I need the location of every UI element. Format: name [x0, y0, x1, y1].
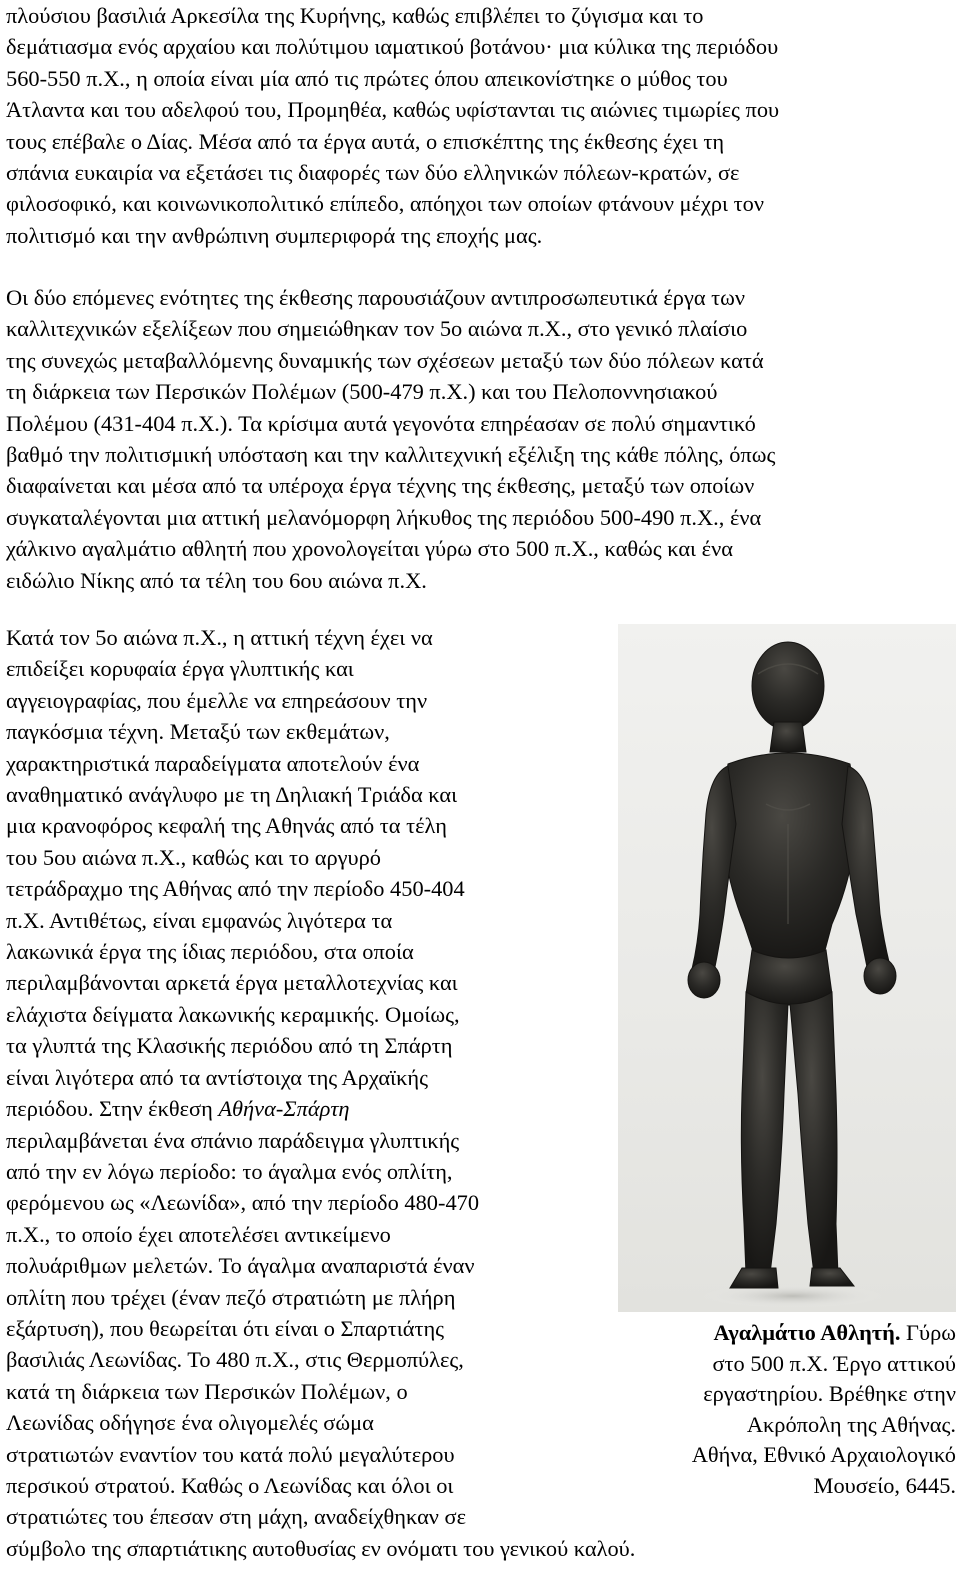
text-line: του 5ου αιώνα π.Χ., καθώς και το αργυρό [6, 844, 381, 870]
text-line: συγκαταλέγονται μια αττική μελανόμορφη λήκυθος της περιόδου 500-490 π.Χ., ένα [6, 504, 762, 530]
text-line: π.Χ., το οποίο έχει αποτελέσει αντικείμενο [6, 1221, 391, 1247]
text-line: Λεωνίδας οδήγησε ένα ολιγομελές σώμα [6, 1410, 374, 1436]
caption-line: Αθήνα, Εθνικό Αρχαιολογικό [691, 1442, 956, 1468]
text-line: διαφαίνεται και μέσα από τα υπέροχα έργα τέχνης της έκθεσης, μεταξύ των οποίων [6, 473, 755, 499]
text-line: 560-550 π.Χ., η οποία είναι μία από τις πρώτες όπου απεικονίστηκε ο μύθος του [6, 65, 728, 91]
text-line: οπλίτη που τρέχει (έναν πεζό στρατιώτη με πλήρη [6, 1284, 456, 1310]
caption-title: Αγαλμάτιο Αθλητή. [713, 1320, 901, 1345]
text-line: αναθηματικό ανάγλυφο με τη Δηλιακή Τριάδα και [6, 782, 458, 808]
text-line: τους επέβαλε ο Δίας. Μέσα από τα έργα αυτά, ο επισκέπτης της έκθεσης έχει τη [6, 128, 725, 154]
text-line: από την εν λόγω περίοδο: το άγαλμα ενός οπλίτη, [6, 1158, 453, 1184]
text-line: παγκόσμια τέχνη. Μεταξύ των εκθεμάτων, [6, 719, 390, 745]
text-line: π.Χ. Αντιθέτως, είναι εμφανώς λιγότερα τα [6, 907, 393, 933]
text-line: εξάρτυση), που θεωρείται ότι είναι ο Σπαρτιάτης [6, 1315, 445, 1341]
text-line: Κατά τον 5ο αιώνα π.Χ., η αττική τέχνη έχει να [6, 625, 433, 650]
text-line: ειδώλιο Νίκης από τα τέλη του 6ου αιώνα π.Χ. [6, 567, 427, 593]
text-line: φερόμενου ως «Λεωνίδα», από την περίοδο 480-470 [6, 1190, 480, 1216]
text-line: της συνεχώς μεταβαλλόμενης δυναμικής των σχέσεων μεταξύ των δύο πόλεων κατά [6, 347, 764, 373]
text-line: σπάνια ευκαιρία να εξετάσει τις διαφορές των δύο ελληνικών πόλεων-κρατών, σε [6, 160, 740, 186]
text-line: βασιλιάς Λεωνίδας. Το 480 π.Χ., στις Θερμοπύλες, [6, 1347, 464, 1373]
text-line: ελάχιστα δείγματα λακωνικής κεραμικής. Ομοίως, [6, 1001, 460, 1027]
text-line: καλλιτεχνικών εξελίξεων που σημειώθηκαν τον 5ο αιώνα π.Χ., στο γενικό πλαίσιο [6, 316, 748, 342]
text-line: τα γλυπτά της Κλασικής περιόδου από τη Σπάρτη [6, 1033, 453, 1059]
text-line: σύμβολο της σπαρτιάτικης αυτοθυσίας εν ονόματι του γενικού καλού. [6, 1535, 636, 1561]
text-line: χαρακτηριστικά παραδείγματα αποτελούν ένα [6, 750, 420, 776]
caption-title-rest: Γύρω [900, 1320, 956, 1345]
text-line: τετράδραχμο της Αθήνας από την περίοδο 450-404 [6, 876, 465, 902]
caption-line: Ακρόπολη της Αθήνας. [746, 1411, 956, 1437]
athlete-statuette-photo [618, 624, 956, 1312]
caption-line: Μουσείο, 6445. [813, 1472, 956, 1498]
caption-line: εργαστηρίου. Βρέθηκε στην [703, 1381, 956, 1407]
text-line: πολυάριθμων μελετών. Το άγαλμα αναπαριστά έναν [6, 1253, 475, 1279]
text-line: επιδείξει κορυφαία έργα γλυπτικής και [6, 656, 354, 682]
caption-line-1 [618, 1318, 956, 1349]
text-line: φιλοσοφικό, και κοινωνικοπολιτικό επίπεδο, απόηχοι των οποίων φτάνουν μέχρι τον [6, 191, 765, 217]
text-line: πλούσιου βασιλιά Αρκεσίλα της Κυρήνης, καθώς επιβλέπει το ζύγισμα και το [6, 3, 704, 28]
text-line: βαθμό την πολιτισμική υπόσταση και την καλλιτεχνική εξέλιξη της κάθε πόλης, όπως [6, 442, 776, 468]
text-line: τη διάρκεια των Περσικών Πολέμων (500-479 π.Χ.) και του Πελοποννησιακού [6, 379, 718, 405]
paragraph-2 [6, 282, 775, 596]
exhibition-title: Αθήνα-Σπάρτη [218, 1096, 350, 1122]
text-line: Άτλαντα και του αδελφού του, Προμηθέα, καθώς υφίστανται τις αιώνιες τιμωρίες που [6, 97, 780, 123]
text-line: είναι λιγότερα από τα αντίστοιχα της Αρχαϊκής [6, 1064, 428, 1090]
text-line: στρατιώτες του έπεσαν στη μάχη, αναδείχθηκαν σε [6, 1504, 467, 1530]
text-line: περιλαμβάνεται ένα σπάνιο παράδειγμα γλυπτικής [6, 1127, 460, 1153]
text-line-prefix: περιόδου. Στην έκθεση [6, 1096, 219, 1122]
text-line: δεμάτιασμα ενός αρχαίου και πολύτιμου ιαματικού βοτάνου· μια κύλικα της περιόδου [6, 34, 779, 60]
text-line: στρατιωτών εναντίον του κατά πολύ μεγαλύτερου [6, 1441, 455, 1467]
text-line: περσικού στρατού. Καθώς ο Λεωνίδας και όλοι οι [6, 1472, 454, 1498]
caption-line: στο 500 π.Χ. Έργο αττικού [712, 1350, 956, 1376]
text-line: αγγειογραφίας, που έμελλε να επηρεάσουν την [6, 687, 428, 713]
paragraph-3 [6, 622, 635, 1564]
text-line: χάλκινο αγαλμάτιο αθλητή που χρονολογείται γύρω στο 500 π.Χ., καθώς και ένα [6, 536, 733, 562]
text-line: μια κρανοφόρος κεφαλή της Αθηνάς από τα τέλη [6, 813, 447, 839]
text-line [6, 1093, 596, 1124]
text-line: Πολέμου (431-404 π.Χ.). Τα κρίσιμα αυτά γεγονότα επηρέασαν σε πολύ σημαντικό [6, 410, 756, 436]
text-line: Οι δύο επόμενες ενότητες της έκθεσης παρουσιάζουν αντιπροσωπευτικά έργα των [6, 285, 746, 310]
text-line: κατά τη διάρκεια των Περσικών Πολέμων, ο [6, 1378, 408, 1404]
figure-caption [618, 1318, 956, 1502]
text-line: περιλαμβάνονται αρκετά έργα μεταλλοτεχνίας και [6, 970, 458, 996]
text-line: λακωνικά έργα της ίδιας περιόδου, στα οποία [6, 939, 414, 965]
text-line: πολιτισμό και την ανθρώπινη συμπεριφορά της εποχής μας. [6, 222, 543, 248]
paragraph-1 [6, 0, 779, 251]
statuette-illustration [618, 624, 956, 1312]
